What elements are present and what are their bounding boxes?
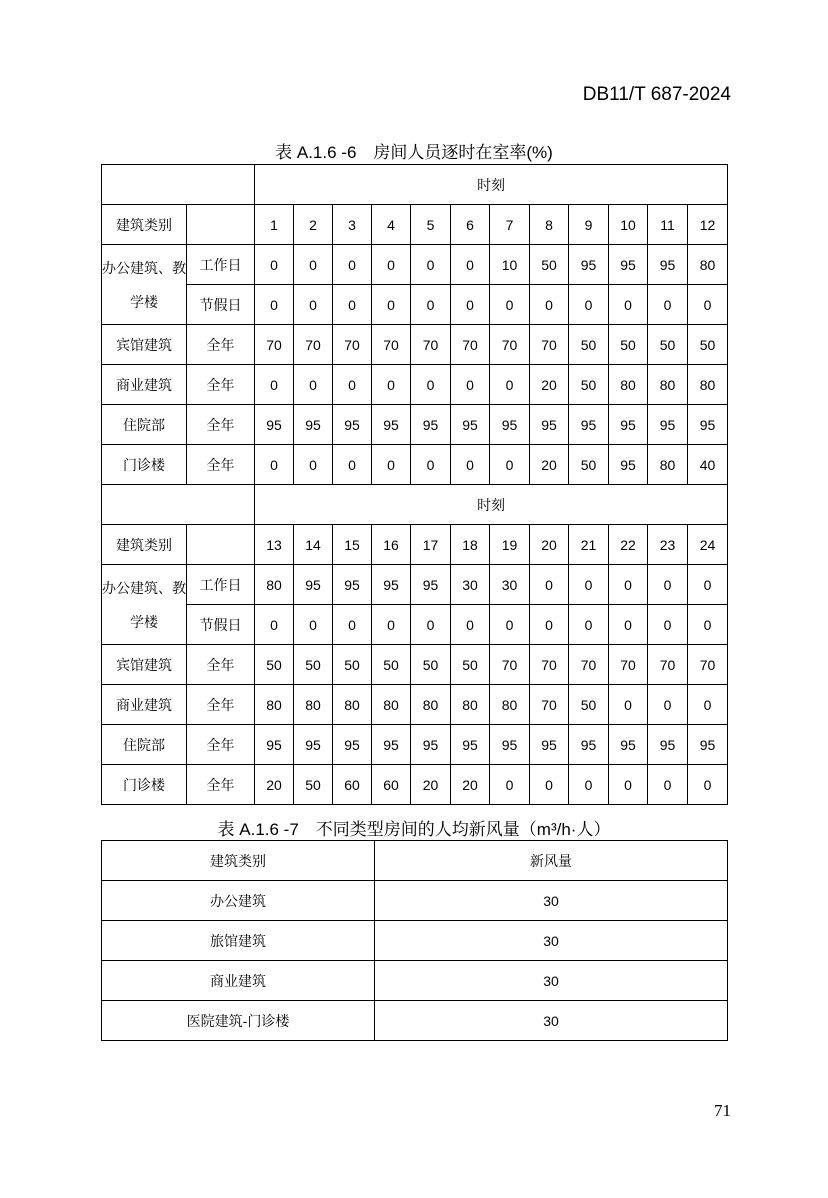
value-cell: 0 [530,605,569,645]
value-cell: 0 [688,565,728,605]
period-cell: 全年 [187,325,255,365]
value-cell: 95 [372,405,411,445]
value-cell: 80 [648,445,688,485]
value-cell: 95 [688,405,728,445]
hours-row [102,205,728,245]
hour-cell: 18 [451,525,490,565]
value-cell: 70 [530,645,569,685]
value-cell: 0 [294,605,333,645]
value-cell: 0 [333,605,372,645]
value-cell: 50 [569,365,609,405]
value-cell: 95 [333,565,372,605]
hour-cell: 8 [530,205,569,245]
value-cell: 95 [648,725,688,765]
building-cell: 门诊楼 [102,765,187,805]
value-cell: 80 [294,685,333,725]
value-cell: 0 [569,565,609,605]
blank-corner-cell [102,485,255,525]
value-cell: 95 [255,725,294,765]
value-cell: 0 [411,245,451,285]
value-cell: 0 [490,365,530,405]
hour-group-row [102,485,728,525]
hour-cell: 19 [490,525,530,565]
value-cell: 95 [333,405,372,445]
value-cell: 95 [569,725,609,765]
period-cell: 节假日 [187,285,255,325]
building-cell: 办公建筑、教学楼 [102,245,187,325]
fresh-air-value-cell: 30 [375,961,728,1001]
value-cell: 0 [451,445,490,485]
hours-row [102,525,728,565]
value-cell: 50 [333,645,372,685]
hour-cell: 4 [372,205,411,245]
fresh-air-header-volume: 新风量 [375,841,728,881]
value-cell: 0 [333,285,372,325]
value-cell: 0 [490,605,530,645]
fresh-air-header-category: 建筑类别 [102,841,375,881]
hour-group-label: 时刻 [255,485,728,525]
value-cell: 80 [255,685,294,725]
hour-cell: 2 [294,205,333,245]
value-cell: 95 [648,245,688,285]
value-cell: 0 [609,605,648,645]
value-cell: 0 [255,285,294,325]
value-cell: 95 [609,725,648,765]
value-cell: 95 [688,725,728,765]
value-cell: 95 [451,405,490,445]
hour-cell: 16 [372,525,411,565]
value-cell: 95 [648,405,688,445]
value-cell: 95 [530,405,569,445]
period-cell: 工作日 [187,245,255,285]
value-cell: 50 [372,645,411,685]
value-cell: 70 [530,325,569,365]
value-cell: 0 [294,365,333,405]
value-cell: 95 [569,405,609,445]
hour-cell: 9 [569,205,609,245]
value-cell: 30 [490,565,530,605]
building-cell: 宾馆建筑 [102,645,187,685]
value-cell: 95 [490,725,530,765]
value-cell: 0 [372,285,411,325]
value-cell: 20 [530,445,569,485]
value-cell: 0 [411,285,451,325]
table-row [102,645,728,685]
value-cell: 95 [411,725,451,765]
value-cell: 50 [688,325,728,365]
value-cell: 0 [255,245,294,285]
building-cell: 商业建筑 [102,365,187,405]
value-cell: 95 [530,725,569,765]
fresh-air-building-cell: 办公建筑 [102,881,375,921]
value-cell: 70 [490,645,530,685]
table-row [102,961,728,1001]
hour-cell: 14 [294,525,333,565]
period-cell: 全年 [187,405,255,445]
value-cell: 80 [688,245,728,285]
fresh-air-value-cell: 30 [375,921,728,961]
table-row [102,605,728,645]
value-cell: 70 [530,685,569,725]
value-cell: 70 [333,325,372,365]
value-cell: 0 [372,245,411,285]
value-cell: 80 [688,365,728,405]
value-cell: 0 [411,605,451,645]
value-cell: 70 [490,325,530,365]
value-cell: 20 [255,765,294,805]
fresh-air-value-cell: 30 [375,881,728,921]
value-cell: 0 [688,285,728,325]
value-cell: 0 [609,285,648,325]
value-cell: 95 [609,405,648,445]
value-cell: 50 [294,765,333,805]
hour-cell: 11 [648,205,688,245]
value-cell: 95 [609,245,648,285]
value-cell: 95 [372,565,411,605]
value-cell: 95 [294,405,333,445]
period-cell: 全年 [187,365,255,405]
value-cell: 95 [490,405,530,445]
table-row [102,881,728,921]
value-cell: 0 [255,365,294,405]
value-cell: 80 [490,685,530,725]
value-cell: 80 [255,565,294,605]
value-cell: 80 [451,685,490,725]
value-cell: 10 [490,245,530,285]
period-cell: 全年 [187,725,255,765]
value-cell: 50 [530,245,569,285]
table-row [102,325,728,365]
value-cell: 0 [648,565,688,605]
building-cell: 办公建筑、教学楼 [102,565,187,645]
hour-cell: 24 [688,525,728,565]
value-cell: 30 [451,565,490,605]
value-cell: 0 [490,285,530,325]
table-a-1-6-7-caption: 表 A.1.6 -7 不同类型房间的人均新风量（m³/h·人） [217,820,611,839]
period-cell: 全年 [187,685,255,725]
period-cell: 工作日 [187,565,255,605]
value-cell: 95 [451,725,490,765]
value-cell: 95 [333,725,372,765]
value-cell: 70 [451,325,490,365]
value-cell: 80 [609,365,648,405]
value-cell: 0 [255,605,294,645]
value-cell: 0 [294,445,333,485]
hour-cell: 5 [411,205,451,245]
building-cell: 住院部 [102,725,187,765]
value-cell: 0 [294,245,333,285]
value-cell: 70 [372,325,411,365]
value-cell: 0 [648,685,688,725]
blank-period-cell [187,525,255,565]
value-cell: 95 [569,245,609,285]
fresh-air-value-cell: 30 [375,1001,728,1041]
value-cell: 50 [411,645,451,685]
value-cell: 50 [569,325,609,365]
value-cell: 0 [648,605,688,645]
building-cell: 门诊楼 [102,445,187,485]
table-row [102,685,728,725]
blank-corner-cell [102,165,255,205]
value-cell: 20 [530,365,569,405]
value-cell: 0 [530,285,569,325]
value-cell: 50 [451,645,490,685]
hour-cell: 12 [688,205,728,245]
value-cell: 0 [451,365,490,405]
fresh-air-header-row [102,841,728,881]
value-cell: 80 [372,685,411,725]
fresh-air-building-cell: 商业建筑 [102,961,375,1001]
value-cell: 20 [451,765,490,805]
value-cell: 0 [688,685,728,725]
value-cell: 95 [411,405,451,445]
hour-cell: 21 [569,525,609,565]
value-cell: 0 [411,445,451,485]
fresh-air-table [101,840,728,1041]
value-cell: 70 [255,325,294,365]
value-cell: 95 [255,405,294,445]
document-code: DB11/T 687-2024 [582,84,731,105]
value-cell: 95 [294,725,333,765]
table-row [102,921,728,961]
value-cell: 0 [530,565,569,605]
table-row [102,725,728,765]
value-cell: 0 [609,565,648,605]
value-cell: 95 [609,445,648,485]
building-cell: 住院部 [102,405,187,445]
table-row [102,445,728,485]
value-cell: 0 [372,365,411,405]
value-cell: 50 [294,645,333,685]
category-label: 建筑类别 [102,525,187,565]
value-cell: 50 [569,685,609,725]
period-cell: 全年 [187,645,255,685]
table-row [102,565,728,605]
value-cell: 95 [372,725,411,765]
value-cell: 0 [569,605,609,645]
value-cell: 70 [294,325,333,365]
value-cell: 20 [411,765,451,805]
value-cell: 0 [333,365,372,405]
value-cell: 60 [333,765,372,805]
value-cell: 0 [411,365,451,405]
fresh-air-building-cell: 旅馆建筑 [102,921,375,961]
value-cell: 0 [490,445,530,485]
hour-cell: 6 [451,205,490,245]
value-cell: 70 [688,645,728,685]
value-cell: 0 [569,285,609,325]
hour-group-row [102,165,728,205]
value-cell: 0 [372,605,411,645]
value-cell: 0 [294,285,333,325]
value-cell: 50 [648,325,688,365]
value-cell: 0 [609,765,648,805]
value-cell: 50 [609,325,648,365]
hour-cell: 7 [490,205,530,245]
value-cell: 0 [530,765,569,805]
fresh-air-building-cell: 医院建筑-门诊楼 [102,1001,375,1041]
value-cell: 80 [411,685,451,725]
hour-cell: 3 [333,205,372,245]
hour-cell: 23 [648,525,688,565]
period-cell: 节假日 [187,605,255,645]
table-row [102,285,728,325]
value-cell: 95 [294,565,333,605]
value-cell: 0 [648,285,688,325]
value-cell: 0 [451,605,490,645]
hour-cell: 1 [255,205,294,245]
value-cell: 0 [333,445,372,485]
table-row [102,365,728,405]
value-cell: 80 [648,365,688,405]
table-row [102,1001,728,1041]
hour-group-label: 时刻 [255,165,728,205]
value-cell: 0 [688,765,728,805]
hour-cell: 20 [530,525,569,565]
value-cell: 0 [255,445,294,485]
building-cell: 宾馆建筑 [102,325,187,365]
hour-cell: 17 [411,525,451,565]
value-cell: 0 [569,765,609,805]
value-cell: 50 [255,645,294,685]
value-cell: 0 [451,245,490,285]
value-cell: 95 [411,565,451,605]
value-cell: 0 [688,605,728,645]
hour-cell: 15 [333,525,372,565]
value-cell: 70 [411,325,451,365]
value-cell: 0 [609,685,648,725]
value-cell: 70 [569,645,609,685]
category-label: 建筑类别 [102,205,187,245]
value-cell: 0 [451,285,490,325]
period-cell: 全年 [187,765,255,805]
building-cell: 商业建筑 [102,685,187,725]
table-row [102,765,728,805]
table-a-1-6-6-caption: 表 A.1.6 -6 房间人员逐时在室率(%) [275,143,553,162]
page-number: 71 [714,1101,731,1120]
value-cell: 0 [372,445,411,485]
value-cell: 60 [372,765,411,805]
table-row [102,245,728,285]
value-cell: 80 [333,685,372,725]
value-cell: 0 [490,765,530,805]
value-cell: 50 [569,445,609,485]
occupancy-rate-table-body [102,165,728,805]
value-cell: 70 [648,645,688,685]
hour-cell: 10 [609,205,648,245]
value-cell: 0 [333,245,372,285]
period-cell: 全年 [187,445,255,485]
value-cell: 70 [609,645,648,685]
blank-period-cell [187,205,255,245]
table-row [102,405,728,445]
value-cell: 0 [648,765,688,805]
hour-cell: 13 [255,525,294,565]
hour-cell: 22 [609,525,648,565]
occupancy-rate-table [101,164,728,805]
value-cell: 40 [688,445,728,485]
